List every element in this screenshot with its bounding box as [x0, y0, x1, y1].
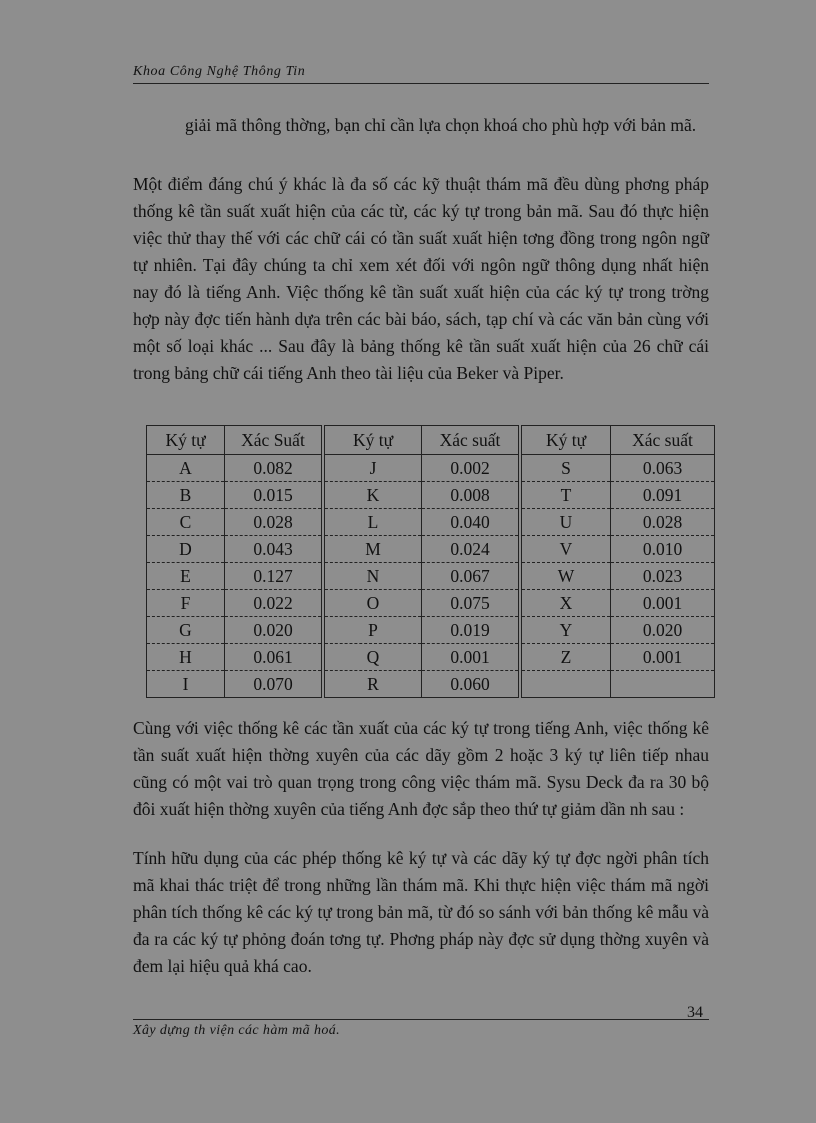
cell-character: J	[323, 455, 422, 482]
cell-character: Q	[323, 644, 422, 671]
cell-character: K	[323, 482, 422, 509]
cell-probability: 0.075	[422, 590, 521, 617]
paragraph-usefulness: Tính hữu dụng của các phép thống kê ký tự và các dãy ký tự đợc ngời phân tích mã khai thác triệt để trong những lần thám mã. Khi thực hiện việc thám mã ngời phân tích thống kê các ký tự trong bản mã, từ đó so sánh với bản thống kê mẫu và đa ra các ký tự phỏng đoán tơng tự. Phơng pháp này đợc sử dụng thờng xuyên và đem lại hiệu quả khá cao.	[133, 848, 709, 976]
cell-probability	[611, 671, 715, 698]
cell-character: W	[520, 563, 611, 590]
col-header-char-3: Ký tự	[520, 426, 611, 455]
col-header-prob-3: Xác suất	[611, 426, 715, 455]
page-footer: Xây dựng th viện các hàm mã hoá.	[133, 1023, 341, 1038]
cell-probability: 0.022	[225, 590, 324, 617]
cell-probability: 0.008	[422, 482, 521, 509]
table-row	[147, 509, 715, 536]
cell-character: R	[323, 671, 422, 698]
cell-probability: 0.020	[225, 617, 324, 644]
cell-probability: 0.040	[422, 509, 521, 536]
cell-character: O	[323, 590, 422, 617]
table-row	[147, 455, 715, 482]
table-row	[147, 536, 715, 563]
cell-probability: 0.020	[611, 617, 715, 644]
table-header-row	[147, 426, 715, 455]
cell-probability: 0.067	[422, 563, 521, 590]
cell-probability: 0.001	[422, 644, 521, 671]
cell-probability: 0.028	[225, 509, 324, 536]
col-header-char-1: Ký tự	[147, 426, 225, 455]
cell-character: I	[147, 671, 225, 698]
paragraph-frequency-analysis: Một điểm đáng chú ý khác là đa số các kỹ thuật thám mã đều dùng phơng pháp thống kê tần suất xuất hiện của các từ, các ký tự trong bản mã. Sau đó thực hiện việc thử thay thế với các chữ cái có tần suất xuất hiện tơng đồng trong ngôn ngữ tự nhiên. Tại đây chúng ta chỉ xem xét đối với ngôn ngữ thông dụng nhất hiện nay đó là tiếng Anh. Việc thống kê tần suất xuất hiện của các ký tự trong trờng hợp này đợc tiến hành dựa trên các bài báo, sách, tạp chí và các văn bản cùng với một số loại khác ... Sau đây là bảng thống kê tần suất xuất hiện của 26 chữ cái trong bảng chữ cái tiếng Anh theo tài liệu của Beker và Piper.	[133, 174, 709, 383]
cell-probability: 0.015	[225, 482, 324, 509]
cell-character: Y	[520, 617, 611, 644]
cell-probability: 0.019	[422, 617, 521, 644]
col-header-prob-1: Xác Suất	[225, 426, 324, 455]
cell-character: S	[520, 455, 611, 482]
table-row	[147, 617, 715, 644]
cell-probability: 0.082	[225, 455, 324, 482]
cell-probability: 0.028	[611, 509, 715, 536]
cell-character: P	[323, 617, 422, 644]
cell-probability: 0.061	[225, 644, 324, 671]
cell-probability: 0.001	[611, 644, 715, 671]
cell-character: U	[520, 509, 611, 536]
cell-character: F	[147, 590, 225, 617]
cell-probability: 0.043	[225, 536, 324, 563]
cell-probability: 0.060	[422, 671, 521, 698]
cell-character: C	[147, 509, 225, 536]
cell-character	[520, 671, 611, 698]
page-header: Khoa Công Nghệ Thông Tin	[133, 64, 709, 84]
cell-character: E	[147, 563, 225, 590]
cell-character: D	[147, 536, 225, 563]
cell-probability: 0.063	[611, 455, 715, 482]
cell-character: L	[323, 509, 422, 536]
cell-character: N	[323, 563, 422, 590]
table-row	[147, 671, 715, 698]
cell-character: V	[520, 536, 611, 563]
table-row	[147, 563, 715, 590]
cell-probability: 0.070	[225, 671, 324, 698]
paragraph-digram-stats: Cùng với việc thống kê các tần xuất của các ký tự trong tiếng Anh, việc thống kê tần suất xuất hiện thờng xuyên của các dãy gồm 2 hoặc 3 ký tự liên tiếp nhau cũng có một vai trò quan trọng trong công việc thám mã. Sysu Deck đa ra 30 bộ đôi xuất hiện thờng xuyên của tiếng Anh đợc sắp theo thứ tự giảm dần nh sau :	[133, 718, 709, 819]
cell-probability: 0.127	[225, 563, 324, 590]
cell-character: T	[520, 482, 611, 509]
footer-divider	[133, 1019, 709, 1020]
page-number: 34	[687, 1004, 703, 1021]
cell-probability: 0.023	[611, 563, 715, 590]
paragraph-intro: giải mã thông thờng, bạn chỉ cần lựa chọn khoá cho phù hợp với bản mã.	[185, 115, 697, 135]
col-header-prob-2: Xác suất	[422, 426, 521, 455]
table-row	[147, 590, 715, 617]
table-row	[147, 482, 715, 509]
cell-character: Z	[520, 644, 611, 671]
cell-character: X	[520, 590, 611, 617]
cell-character: H	[147, 644, 225, 671]
cell-probability: 0.024	[422, 536, 521, 563]
cell-character: A	[147, 455, 225, 482]
col-header-char-2: Ký tự	[323, 426, 422, 455]
cell-probability: 0.010	[611, 536, 715, 563]
cell-character: B	[147, 482, 225, 509]
cell-character: M	[323, 536, 422, 563]
cell-probability: 0.001	[611, 590, 715, 617]
cell-probability: 0.002	[422, 455, 521, 482]
table-row	[147, 644, 715, 671]
cell-probability: 0.091	[611, 482, 715, 509]
cell-character: G	[147, 617, 225, 644]
letter-frequency-table	[146, 425, 715, 698]
